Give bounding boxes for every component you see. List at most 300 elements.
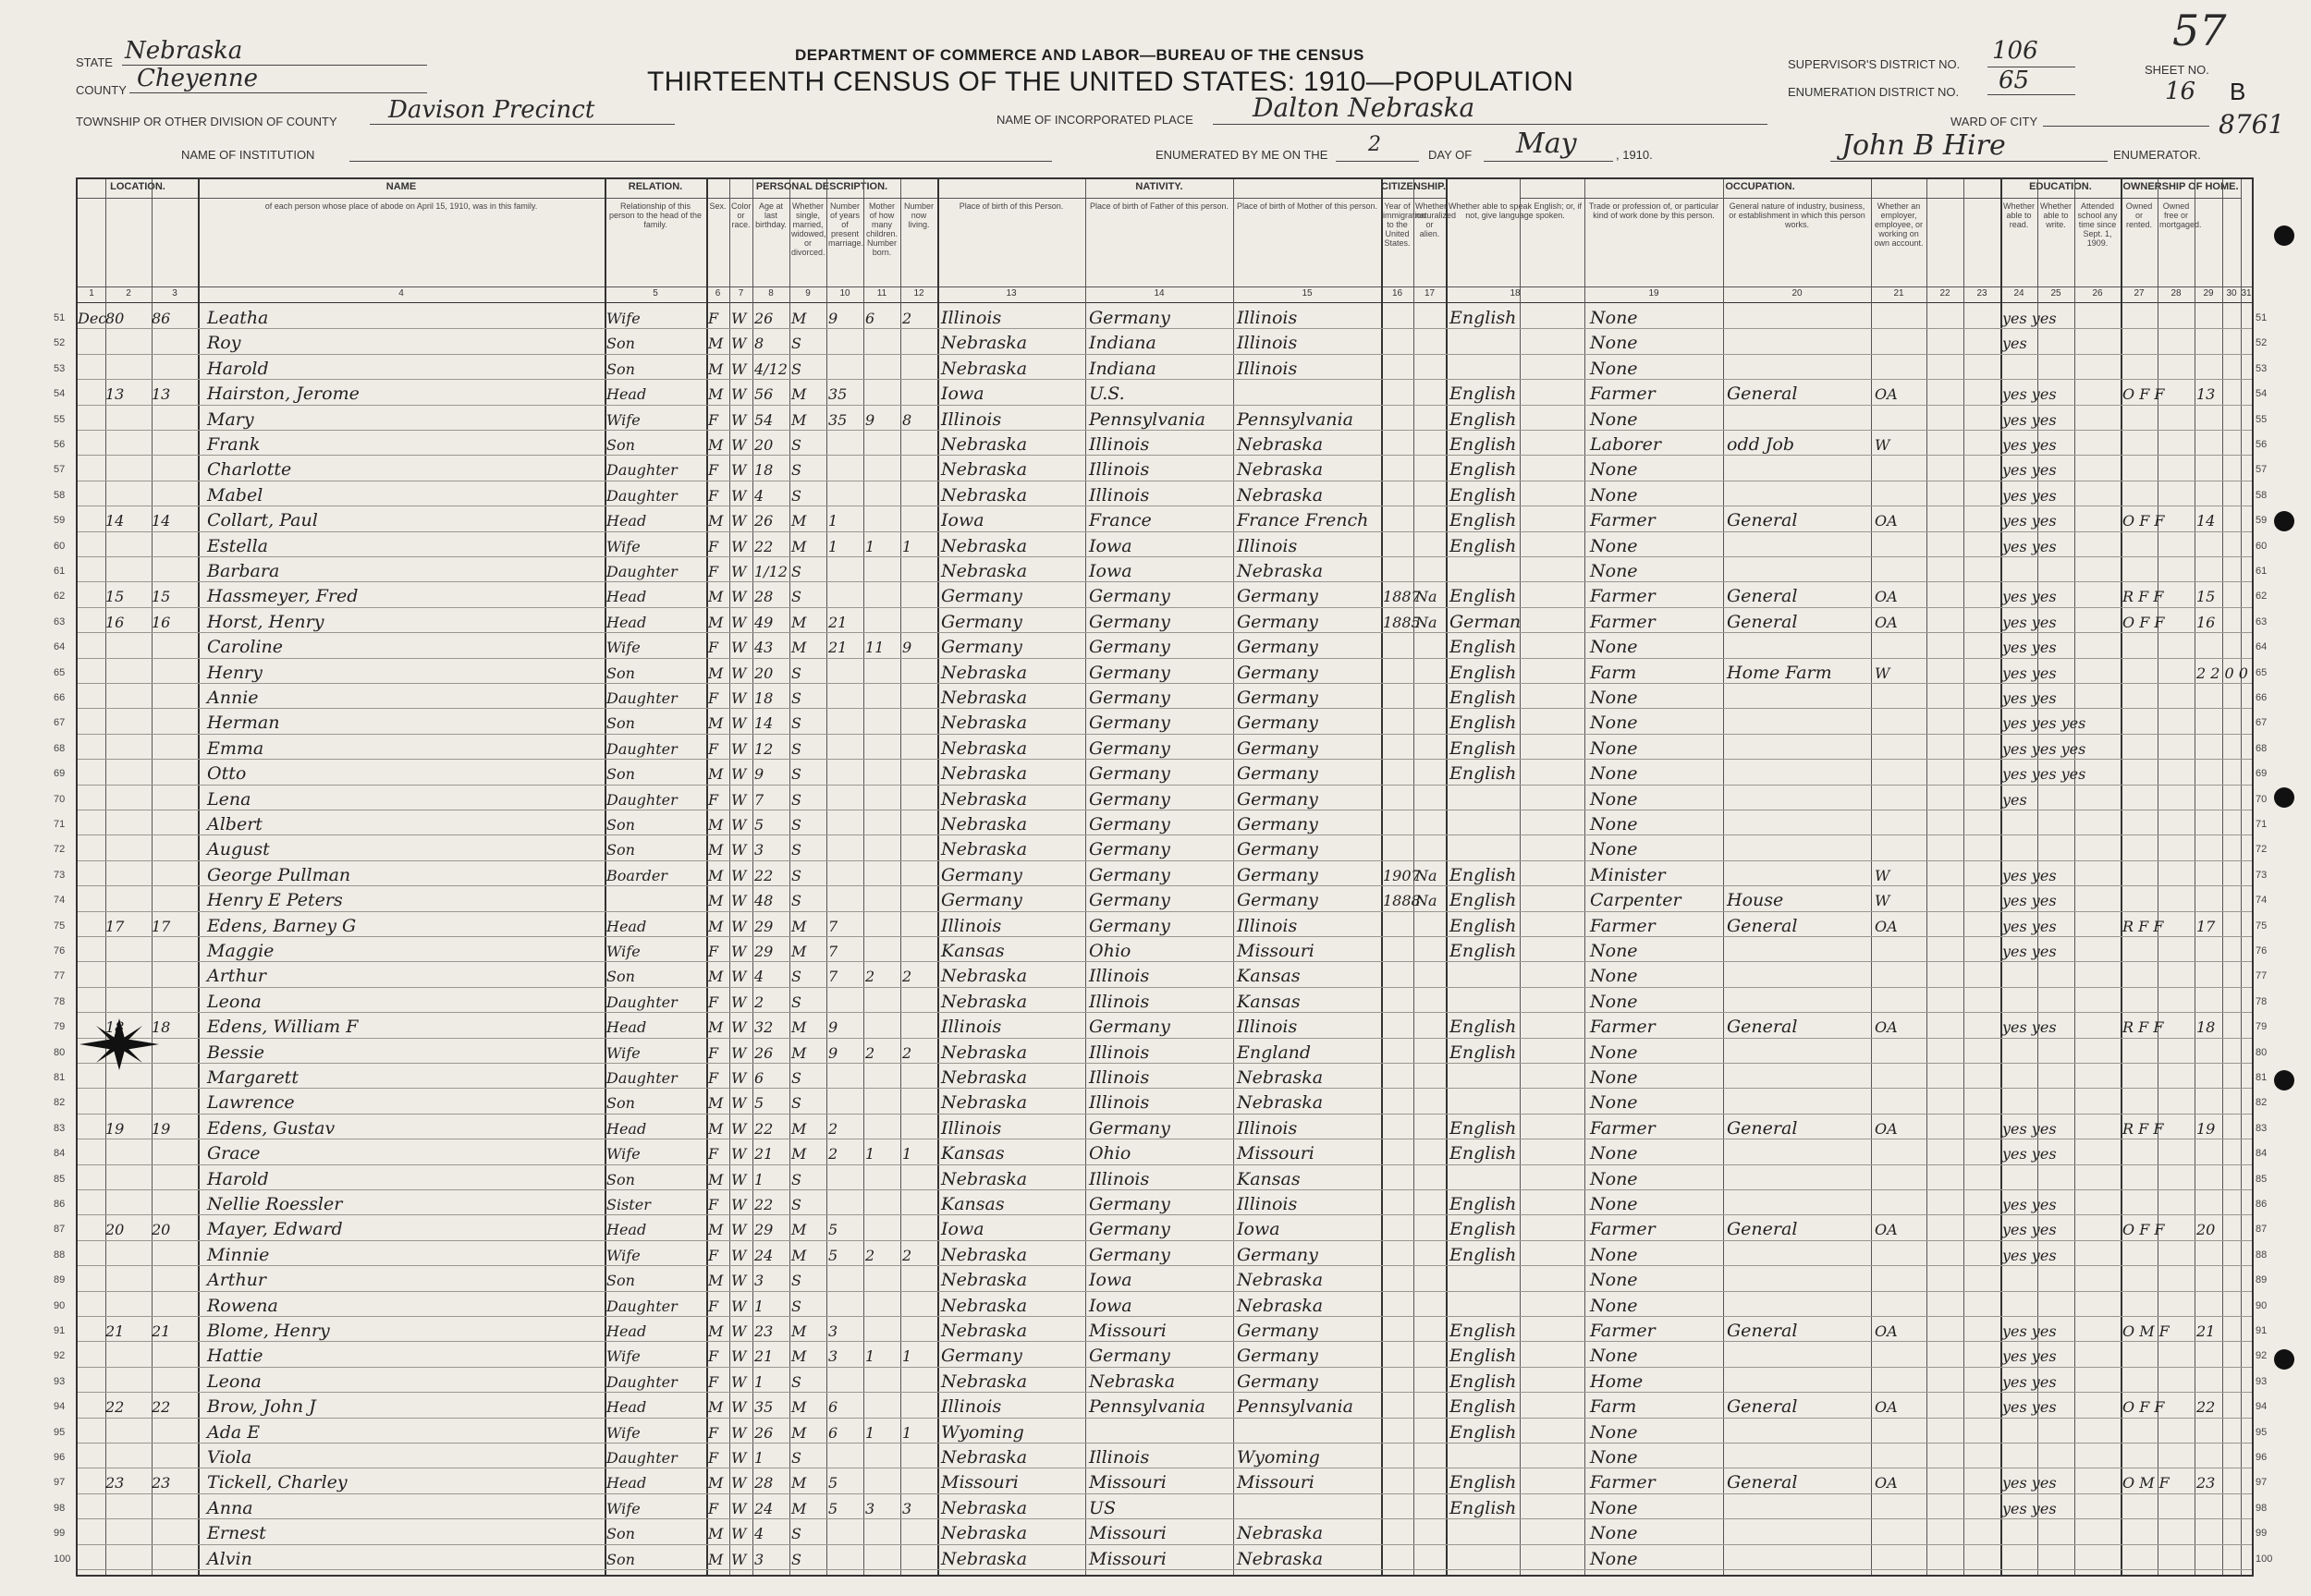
cell-sex: M — [708, 512, 724, 530]
cell-race: W — [731, 512, 747, 530]
cell-living — [902, 1545, 937, 1570]
cell-nat — [1415, 506, 1446, 531]
star-marker — [78, 1017, 161, 1072]
township-value: Davison Precinct — [388, 96, 595, 124]
col-header-read: Whether able to read. — [2002, 201, 2035, 229]
cell-bpm: Missouri — [1237, 941, 1314, 961]
cell-bpm: Illinois — [1237, 1194, 1298, 1214]
table-row — [78, 582, 2252, 607]
cell-lang: English — [1449, 459, 1517, 481]
cell-marital: S — [791, 335, 801, 353]
cell-race: W — [731, 1094, 747, 1113]
cell-own — [2122, 532, 2196, 557]
cell-industry — [1727, 557, 1871, 582]
col-header-father-birthplace: Place of birth of Father of this person. — [1089, 201, 1229, 211]
county-label: COUNTY — [76, 83, 127, 97]
cell-family — [152, 557, 198, 582]
cell-living — [902, 1266, 937, 1291]
cell-living: 2 — [902, 968, 912, 986]
cell-bpf: Illinois — [1089, 1042, 1150, 1063]
cell-lang: English — [1449, 1321, 1517, 1341]
cell-born — [865, 1317, 900, 1342]
cell-emp — [1875, 1165, 1926, 1190]
cell-name: Estella — [207, 535, 268, 556]
cell-living — [902, 582, 937, 607]
cell-family: 18 — [152, 1018, 171, 1037]
cell-trade: Farmer — [1590, 384, 1656, 405]
cell-yrs: 2 — [828, 1119, 838, 1138]
cell-industry: House — [1727, 890, 1784, 911]
cell-name: Viola — [207, 1447, 252, 1468]
cell-age: 20 — [754, 436, 774, 454]
cell-bpm: Nebraska — [1237, 484, 1324, 506]
cell-street — [78, 735, 105, 760]
cell-industry — [1727, 633, 1871, 658]
cell-bpf: Indiana — [1089, 358, 1156, 379]
cell-living — [902, 886, 937, 911]
cell-own: O F F — [2122, 613, 2165, 631]
cell-living — [902, 1368, 937, 1393]
cell-marital: M — [791, 385, 807, 404]
cell-lang: English — [1449, 1194, 1517, 1214]
cell-race: W — [731, 1018, 747, 1037]
cell-emp — [1875, 760, 1926, 785]
line-number: 63 — [54, 615, 66, 627]
cell-living: 2 — [902, 1246, 912, 1264]
line-number: 82 — [2256, 1097, 2268, 1109]
cell-bp: Illinois — [941, 308, 1002, 328]
cell-sex: F — [708, 1246, 719, 1264]
cell-bpf: Germany — [1089, 814, 1170, 835]
cell-marital: S — [791, 993, 801, 1011]
cell-living — [902, 810, 937, 835]
cell-house — [105, 1241, 152, 1266]
cell-lang: German — [1449, 611, 1522, 632]
col-header-children-living: Number now living. — [903, 201, 934, 229]
cell-age: 22 — [754, 537, 774, 555]
cell-race: W — [731, 993, 747, 1011]
cell-lang: English — [1449, 384, 1517, 405]
binding-hole — [2274, 1070, 2294, 1090]
cell-street — [78, 355, 105, 380]
cell-industry — [1727, 810, 1871, 835]
cell-age: 2 — [754, 993, 764, 1011]
line-number: 83 — [54, 1122, 66, 1134]
cell-bpf: Germany — [1089, 763, 1170, 785]
cell-sex: M — [708, 917, 724, 935]
cell-imm — [1383, 355, 1413, 380]
line-number: 70 — [2256, 793, 2268, 805]
cell-industry: General — [1727, 611, 1798, 632]
cell-educ — [2002, 1089, 2121, 1114]
cell-own: O M F — [2122, 1474, 2170, 1492]
cell-yrs — [828, 684, 863, 709]
cell-bpf: Illinois — [1089, 1447, 1150, 1468]
cell-nat — [1415, 380, 1446, 405]
cell-race: W — [731, 410, 747, 429]
line-number: 92 — [2256, 1350, 2268, 1362]
cell-age: 56 — [754, 385, 774, 404]
cell-own — [2122, 431, 2196, 456]
cell-educ — [2002, 962, 2121, 987]
line-number: 59 — [2256, 515, 2268, 527]
cell-name: Harold — [207, 358, 269, 379]
cell-street — [78, 988, 105, 1013]
cell-educ: yes yes — [2002, 436, 2057, 454]
cell-lang — [1449, 1165, 1584, 1190]
cell-bpf: Germany — [1089, 737, 1170, 759]
cell-age: 1 — [754, 1372, 764, 1391]
cell-family — [152, 760, 198, 785]
cell-marital: S — [791, 1094, 801, 1113]
cell-street — [78, 1545, 105, 1570]
cell-yrs — [828, 1368, 863, 1393]
cell-house: 20 — [105, 1221, 125, 1239]
column-number: 27 — [2134, 288, 2145, 298]
cell-living — [902, 1519, 937, 1544]
table-row — [78, 861, 2252, 886]
cell-nat — [1415, 1317, 1446, 1342]
cell-street — [78, 329, 105, 354]
cell-age: 24 — [754, 1246, 774, 1264]
cell-bpm: Nebraska — [1237, 1523, 1324, 1544]
cell-industry — [1727, 481, 1871, 506]
line-number: 91 — [54, 1325, 66, 1336]
cell-bp: Nebraska — [941, 814, 1028, 835]
cell-imm — [1383, 1393, 1413, 1418]
cell-bpm: Germany — [1237, 1244, 1318, 1265]
cell-age: 29 — [754, 943, 774, 960]
cell-educ: yes yes — [2002, 1347, 2057, 1366]
cell-bpm: Nebraska — [1237, 561, 1324, 581]
cell-lang: English — [1449, 662, 1517, 683]
cell-bpf: France — [1089, 510, 1152, 531]
cell-educ: yes yes — [2002, 1499, 2057, 1517]
cell-age: 22 — [754, 1196, 774, 1213]
column-number: 16 — [1391, 288, 1403, 298]
line-number: 77 — [54, 970, 66, 982]
cell-house — [105, 1519, 152, 1544]
cell-born: 1 — [865, 537, 875, 555]
cell-born — [865, 912, 900, 937]
cell-own: O F F — [2122, 1398, 2165, 1417]
cell-bpf: Germany — [1089, 890, 1170, 911]
column-number: 7 — [738, 288, 744, 298]
cell-imm — [1383, 1292, 1413, 1317]
column-number: 4 — [398, 288, 404, 298]
cell-own — [2122, 633, 2196, 658]
cell-bpm: Germany — [1237, 839, 1318, 860]
cell-bpm: Germany — [1237, 586, 1318, 607]
group-personal: PERSONAL DESCRIPTION. — [706, 181, 937, 199]
cell-relation: Head — [606, 385, 647, 404]
line-number: 84 — [54, 1148, 66, 1160]
cell-own — [2122, 1165, 2196, 1190]
cell-born — [865, 380, 900, 405]
line-number: 59 — [54, 515, 66, 527]
cell-own: R F F — [2122, 917, 2164, 935]
column-number: 29 — [2203, 288, 2214, 298]
cell-educ: yes yes — [2002, 1322, 2057, 1340]
column-number: 14 — [1154, 288, 1165, 298]
line-number: 67 — [2256, 717, 2268, 729]
cell-yrs: 1 — [828, 512, 838, 530]
cell-name: Grace — [207, 1143, 261, 1164]
cell-living — [902, 506, 937, 531]
cell-emp — [1875, 988, 1926, 1013]
cell-relation: Head — [606, 1018, 647, 1037]
cell-trade: Minister — [1590, 864, 1666, 885]
cell-imm — [1383, 1494, 1413, 1519]
table-row — [78, 1165, 2252, 1190]
cell-born — [865, 582, 900, 607]
cell-imm — [1383, 532, 1413, 557]
cell-marital: M — [791, 1221, 807, 1239]
cell-imm — [1383, 810, 1413, 835]
cell-sex: F — [708, 1145, 719, 1163]
cell-bpf: Iowa — [1089, 535, 1132, 556]
cell-age: 21 — [754, 1347, 774, 1366]
cell-sex: M — [708, 1474, 724, 1492]
line-number: 56 — [54, 439, 66, 450]
cell-lang: English — [1449, 1117, 1517, 1139]
cell-living: 3 — [902, 1499, 912, 1517]
cell-lang: English — [1449, 586, 1517, 607]
sheet-letter: B — [2230, 78, 2246, 105]
cell-living: 1 — [902, 1145, 912, 1163]
cell-sex: M — [708, 968, 724, 986]
cell-born — [865, 1468, 900, 1493]
table-row — [78, 709, 2252, 734]
cell-street — [78, 659, 105, 684]
cell-family — [152, 786, 198, 810]
month-underline — [1484, 161, 1613, 162]
table-row — [78, 1064, 2252, 1089]
cell-race: W — [731, 1550, 747, 1568]
cell-marital: M — [791, 1398, 807, 1417]
cell-bp: Kansas — [941, 1194, 1005, 1214]
line-number: 58 — [2256, 489, 2268, 501]
cell-bpf: Missouri — [1089, 1548, 1167, 1569]
col-header-sex: Sex. — [709, 201, 727, 211]
cell-street — [78, 532, 105, 557]
cell-imm — [1383, 1039, 1413, 1064]
cell-trade: None — [1590, 966, 1638, 987]
cell-marital: S — [791, 816, 801, 834]
cell-yrs: 5 — [828, 1499, 838, 1517]
col-header-owned: Owned or rented. — [2125, 201, 2153, 229]
col-header-mother-birthplace: Place of birth of Mother of this person. — [1236, 201, 1378, 211]
cell-nat — [1415, 1468, 1446, 1493]
cell-imm — [1383, 1013, 1413, 1038]
cell-marital: S — [791, 1272, 801, 1290]
cell-emp — [1875, 1139, 1926, 1164]
cell-farm — [2196, 355, 2250, 380]
cell-educ: yes yes — [2002, 310, 2057, 327]
cell-street — [78, 709, 105, 734]
cell-imm — [1383, 709, 1413, 734]
cell-bpm — [1237, 1494, 1381, 1519]
cell-age: 22 — [754, 866, 774, 884]
cell-farm — [2196, 962, 2250, 987]
cell-living — [902, 608, 937, 633]
cell-sex: M — [708, 1119, 724, 1138]
cell-house: 21 — [105, 1322, 125, 1340]
cell-lang — [1449, 1545, 1584, 1570]
cell-living: 1 — [902, 1347, 912, 1366]
cell-yrs — [828, 1292, 863, 1317]
cell-marital: S — [791, 1297, 801, 1315]
cell-bp: Nebraska — [941, 966, 1028, 987]
cell-born — [865, 431, 900, 456]
cell-nat — [1415, 633, 1446, 658]
cell-farm — [2196, 684, 2250, 709]
line-number: 92 — [54, 1350, 66, 1362]
cell-bp: Illinois — [941, 408, 1002, 430]
cell-bpm: Illinois — [1237, 915, 1298, 936]
cell-family — [152, 1545, 198, 1570]
cell-emp — [1875, 962, 1926, 987]
cell-family: 17 — [152, 917, 171, 935]
state-label: STATE — [76, 55, 113, 69]
cell-farm — [2196, 557, 2250, 582]
cell-nat — [1415, 1115, 1446, 1139]
cell-imm — [1383, 1317, 1413, 1342]
cell-born — [865, 684, 900, 709]
line-number: 85 — [2256, 1173, 2268, 1185]
cell-bpm: Nebraska — [1237, 434, 1324, 455]
cell-born: 3 — [865, 1499, 875, 1517]
cell-trade: Home — [1590, 1371, 1644, 1392]
line-number: 55 — [54, 413, 66, 425]
cell-imm — [1383, 937, 1413, 962]
cell-sex: M — [708, 335, 724, 353]
cell-yrs: 9 — [828, 310, 838, 327]
cell-sex: M — [708, 1322, 724, 1340]
cell-yrs: 2 — [828, 1145, 838, 1163]
cell-race: W — [731, 1043, 747, 1062]
cell-race: W — [731, 892, 747, 910]
cell-house — [105, 633, 152, 658]
cell-family — [152, 684, 198, 709]
cell-street — [78, 786, 105, 810]
cell-born — [865, 659, 900, 684]
cell-street — [78, 633, 105, 658]
cell-industry: General — [1727, 1396, 1798, 1418]
day-of-label: DAY OF — [1428, 148, 1473, 162]
cell-house — [105, 532, 152, 557]
cell-family — [152, 962, 198, 987]
cell-name: George Pullman — [207, 864, 351, 885]
cell-relation: Son — [606, 1525, 635, 1543]
cell-living — [902, 1468, 937, 1493]
cell-farm — [2196, 1545, 2250, 1570]
cell-bp: Wyoming — [941, 1421, 1024, 1443]
cell-trade: Farmer — [1590, 510, 1656, 531]
cell-bpf: Nebraska — [1089, 1371, 1176, 1392]
column-number: 5 — [653, 288, 658, 298]
cell-emp: OA — [1875, 512, 1898, 530]
cell-bpm: Missouri — [1237, 1143, 1314, 1164]
cell-sex: M — [708, 866, 724, 884]
cell-relation: Son — [606, 1170, 635, 1188]
cell-name: Hairston, Jerome — [207, 384, 360, 405]
cell-born — [865, 557, 900, 582]
cell-bpf: Iowa — [1089, 561, 1132, 581]
cell-lang — [1449, 988, 1584, 1013]
cell-nat — [1415, 786, 1446, 810]
cell-relation: Son — [606, 841, 635, 859]
cell-yrs — [828, 456, 863, 481]
line-number: 93 — [54, 1375, 66, 1387]
cell-name: Blome, Henry — [207, 1321, 330, 1341]
cell-industry — [1727, 861, 1871, 886]
cell-nat — [1415, 532, 1446, 557]
cell-bp: Iowa — [941, 1219, 984, 1240]
table-row — [78, 684, 2252, 709]
cell-industry — [1727, 1039, 1871, 1064]
line-number: 64 — [54, 641, 66, 653]
cell-yrs — [828, 1266, 863, 1291]
cell-imm — [1383, 1519, 1413, 1544]
cell-industry — [1727, 1089, 1871, 1114]
cell-bpf: Germany — [1089, 1194, 1170, 1214]
cell-marital: S — [791, 1170, 801, 1188]
cell-educ: yes yes — [2002, 664, 2057, 682]
line-number: 75 — [54, 920, 66, 932]
line-number: 94 — [54, 1401, 66, 1413]
cell-educ: yes yes — [2002, 1398, 2057, 1417]
cell-race: W — [731, 588, 747, 606]
table-row — [78, 1494, 2252, 1519]
cell-emp: OA — [1875, 1221, 1898, 1239]
cell-street — [78, 456, 105, 481]
cell-street — [78, 1519, 105, 1544]
cell-marital: S — [791, 1069, 801, 1087]
cell-farm: 21 — [2196, 1322, 2216, 1340]
cell-bpm: Illinois — [1237, 358, 1298, 379]
cell-name: August — [207, 839, 270, 860]
cell-emp — [1875, 1444, 1926, 1468]
cell-sex: F — [708, 1043, 719, 1062]
cell-imm — [1383, 1241, 1413, 1266]
table-row — [78, 1039, 2252, 1064]
cell-bp: Nebraska — [941, 1523, 1028, 1544]
cell-bpm: Kansas — [1237, 1168, 1301, 1189]
cell-sex: F — [708, 310, 719, 327]
cell-family: 22 — [152, 1398, 171, 1417]
cell-own — [2122, 1419, 2196, 1444]
cell-marital: S — [791, 689, 801, 707]
cell-sex: F — [708, 943, 719, 960]
cell-bpm: Kansas — [1237, 966, 1301, 987]
cell-relation: Head — [606, 1398, 647, 1417]
cell-imm: 1885 — [1383, 613, 1421, 631]
cell-relation: Daughter — [606, 993, 678, 1011]
cell-industry — [1727, 406, 1871, 431]
cell-street — [78, 406, 105, 431]
cell-bpm: Germany — [1237, 1371, 1318, 1392]
cell-bp: Illinois — [941, 1117, 1002, 1139]
cell-name: Charlotte — [207, 459, 292, 481]
cell-born: 2 — [865, 1043, 875, 1062]
cell-yrs — [828, 431, 863, 456]
cell-marital: M — [791, 1347, 807, 1366]
cell-name: Leona — [207, 991, 262, 1012]
cell-nat — [1415, 937, 1446, 962]
cell-marital: M — [791, 917, 807, 935]
cell-bpf: Iowa — [1089, 1295, 1132, 1316]
